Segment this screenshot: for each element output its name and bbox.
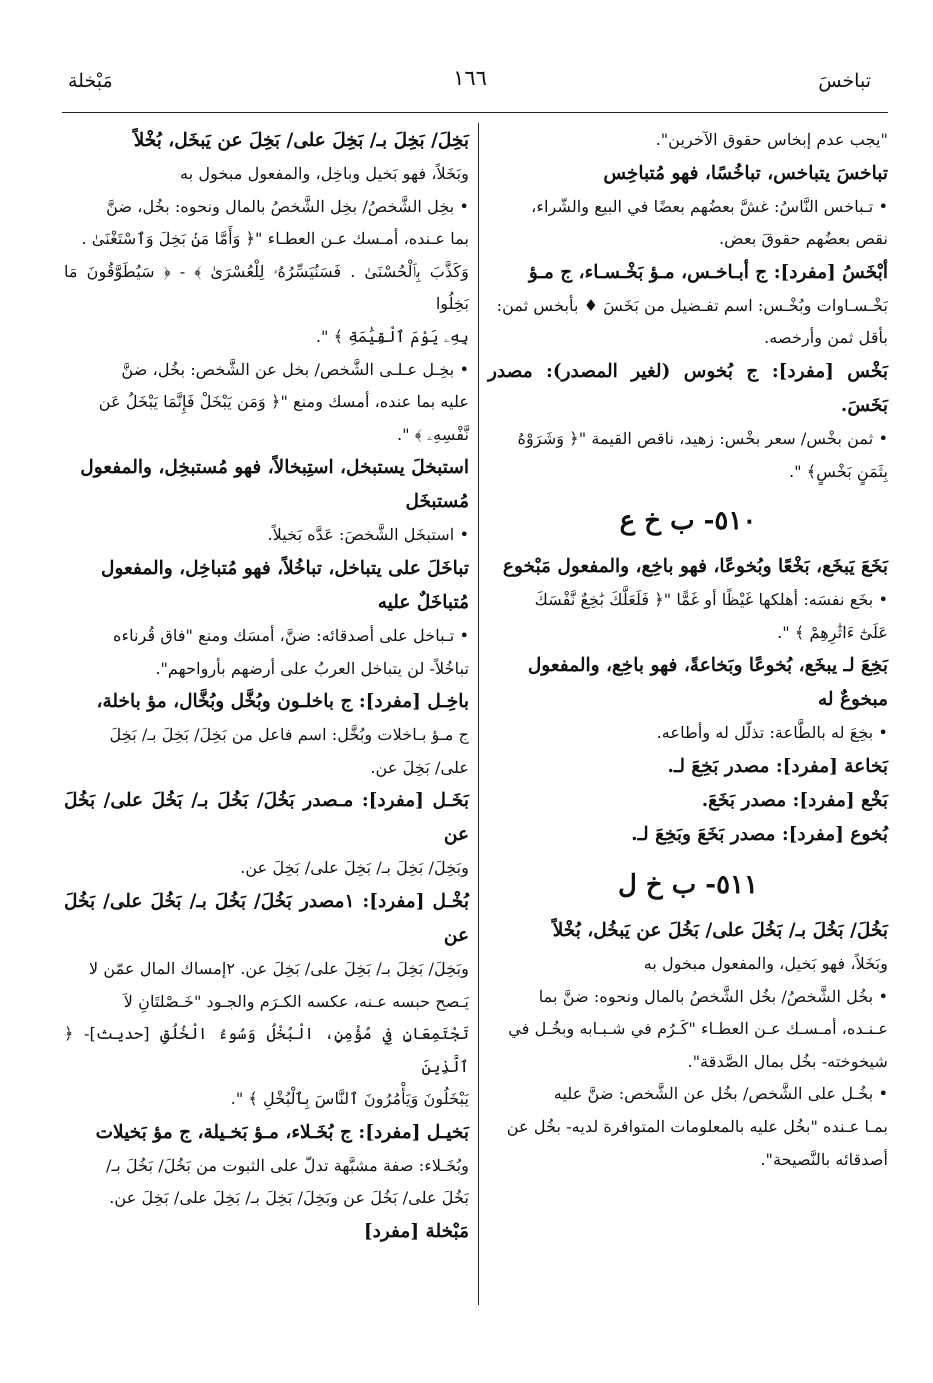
- entry-headword: بَخَعَ يَبخَع، بَخْعًا وبُخوعًا، فهو باخِع، والمفعول مَبْخوع: [502, 556, 888, 578]
- entry-headword: استبخلَ يستبخل، استِبخالاً، فهو مُستبخِل، والمفعول: [80, 457, 469, 479]
- entry-headword: تباخَلَ على يتباخل، تباخُلاً، فهو مُتباخِل، والمفعول: [101, 557, 469, 579]
- entry-headword: مبخوعٌ له: [817, 689, 888, 711]
- entry-line: "يجب عدم إبخاس حقوق الآخرين".: [655, 130, 888, 149]
- entry-line: يَـصح حبسه عـنه، عكسه الكـرَم والجـود "خَـصْلتَانِ لاَ: [123, 991, 469, 1011]
- entry-line: بِهِۦ يَوْمَ ٱلْقِيَٰمَةِ ﴾ ".: [315, 326, 469, 346]
- entry-line: على/ بَخِلَ عن.: [370, 757, 469, 777]
- entry-line: تباخُلاً- لن يتباخل العربُ على أرضهم بأرواحهم".: [155, 658, 469, 678]
- entry-headword: بَخِلَ/ بَخِلَ بـ/ بَخِلَ على/ بَخِلَ عن يَبخَل، بُخْلاً: [133, 130, 469, 151]
- entry-line: • بخُل الشَّخصُ/ بخُل الشَّخصُ بالمال ونحوه: ضنَّ بما: [538, 986, 888, 1006]
- header-catchword-right: تباخسَ: [818, 70, 871, 92]
- entry-line: • بخِل الشَّخصُ/ بخِل الشَّخصُ بالمال ونحوه: بخُل، ضنَّ: [106, 196, 469, 216]
- entry-headword: بُخوع [مفرد]: مصدر بَخَعَ وبَخِعَ لـ.: [631, 823, 888, 845]
- entry-line: عليه بما عنده، أمسك ومنع "﴿ وَمَن يَبْخَلْ فَإِنَّمَا يَبْخَلُ عَن: [98, 392, 469, 412]
- entry-headword: بَخْس [مفرد]: ج بُخوس (لغير المصدر): مصدر بَخَسَ.: [488, 360, 888, 416]
- entry-line: تَجْتَمِعَانِ فِي مُؤْمِنٍ، الْبُخْلُ وَسُوءُ الْخُلُقِ [حديث]- ﴿ ٱلَّذِينَ: [64, 1024, 469, 1076]
- header-catchword-left: مَبْخلة: [68, 70, 113, 92]
- entry-line: • بخِعَ له بالطَّاعة: تذلّل له وأطاعه.: [656, 723, 888, 743]
- entry-line: أصدقائه بالنَّصيحة".: [760, 1149, 888, 1169]
- entry-line: وبَخَلاً، فهو بَخيل، والمفعول مبخول به: [643, 953, 888, 973]
- entry-line: بأقل ثمن وأرخصه.: [764, 328, 888, 348]
- entry-headword: تباخسَ يتباخس، تباخُسًا، فهو مُتباخِس: [603, 162, 888, 184]
- entry-line: • بخِـل عـلـى الشَّخص/ بخل عن الشَّخص: بخُل، ضنَّ: [121, 359, 469, 379]
- entry-line: • تـباخس النَّاسُ: غشَّ بعضُهم بعضًا في البيع والشّراء،: [531, 196, 888, 216]
- entry-headword: باخِـل [مفرد]: ج باخلـون وبُخَّل وبُخَّال، مؤ باخلة،: [96, 691, 469, 713]
- root-heading: ٥١٠- ب خ ع: [619, 506, 757, 537]
- entry-line: وبَخِلَ/ بَخِلَ بـ/ بَخِلَ على/ بَخِلَ عن.: [240, 858, 469, 878]
- entry-headword: بُخْـل [مفرد]: ١مصدر بَخُلَ/ بَخُلَ بـ/ بَخُلَ على/ بَخُلَ عن: [64, 890, 469, 946]
- entry-headword: أبْخَسُ [مفرد]: ج أبـاخـس، مـؤ بَخْـسـاء، ج مـؤ: [528, 261, 888, 283]
- entry-line: بَخُلَ على/ بَخُلَ عن وبَخِلَ/ بَخِلَ بـ/ بَخِلَ على/ بَخِلَ عن.: [109, 1188, 469, 1208]
- entry-headword: بَخَـل [مفرد]: مـصدر بَخُلَ/ بَخُلَ بـ/ بَخُلَ على/ بَخُلَ عن: [64, 790, 469, 846]
- entry-headword: بَخيـل [مفرد]: ج بُخَـلاء، مـؤ بَخـيلة، ج مؤ بَخيلات: [95, 1121, 469, 1143]
- entry-headword: بَخِعَ لـ يبخَع، بُخوعًا وبَخاعةً، فهو باخِع، والمفعول: [527, 655, 888, 677]
- entry-line: • بخَع نفسَه: أهلكها غَيْظًا أو غَمًّا "﴿ فَلَعَلَّكَ بَٰخِعٌ نَّفْسَكَ: [534, 590, 888, 610]
- entry-line: بما عـنده، أمـسك عـن العطـاء "﴿ وَأَمَّا مَنۢ بَخِلَ وَٱسْتَغْنَىٰ .: [81, 229, 469, 249]
- entry-line: ج مـؤ بـاخلات وبُخَّل: اسم فاعل من بَخِلَ/ بَخِلَ بـ/ بَخِلَ: [109, 725, 469, 745]
- entry-headword: بَخْع [مفرد]: مصدر بَخَعَ.: [701, 789, 888, 811]
- entry-line: وَكَذَّبَ بِٱلْحُسْنَىٰ . فَسَنُيَسِّرُهُۥ لِلْعُسْرَىٰ ﴾ - ﴿ سَيُطَوَّقُونَ مَا بَخِلُوا: [64, 261, 469, 314]
- root-heading: ٥١١- ب خ ل: [617, 869, 758, 900]
- entry-line: نَّفْسِهِۦ ﴾ ".: [396, 424, 469, 444]
- right-column: [488, 124, 888, 1176]
- left-column: [64, 124, 469, 1249]
- entry-headword: مَبْخلة [مفرد]: [363, 1221, 469, 1243]
- entry-line: • تـباخل على أصدقائه: ضنَّ، أمسَك ومنع "فاق قُرناءه: [112, 625, 469, 645]
- column-divider: [478, 123, 479, 1305]
- entry-line: بمـا عـنده "بخُل عليه بالمعلومات المتوافرة لديه- بخُل عن: [506, 1116, 888, 1136]
- entry-line: • استبخَل الشَّخصَ: عَدَّه بَخيلاً.: [267, 525, 469, 545]
- entry-headword: مُتباخَلٌ عليه: [377, 591, 469, 613]
- entry-headword: بَخاعة [مفرد]: مصدر بَخِعَ لـ.: [667, 755, 888, 777]
- entry-line: وبَخَلاً، فهو بَخيل وباخِل، والمفعول مبخول به: [180, 164, 469, 183]
- entry-line: عَلَىٰٓ ءَاثَٰرِهِمْ ﴾ ".: [777, 622, 888, 642]
- entry-line: وبُخَـلاء: صفة مشبَّهة تدلّ على الثبوت من بَخُلَ/ بَخُلَ بـ/: [106, 1155, 469, 1175]
- entry-line: بِثَمَنٍ بَخْسٍ﴾ ".: [788, 461, 888, 481]
- entry-line: • ثمن بخْس/ سعر بخْس: زهيد، ناقص القيمة "﴿ وَشَرَوْهُ: [517, 428, 888, 448]
- entry-line: وبَخِلَ/ بَخِلَ بـ/ بَخِلَ على/ بَخِلَ عن. ٢إمساك المال عمّن لا: [88, 958, 469, 978]
- entry-headword: بَخُلَ/ بَخُلَ بـ/ بَخُلَ على/ بَخُلَ عن يَبخُل، بُخْلاً: [552, 919, 888, 941]
- header-rule: [62, 112, 888, 113]
- entry-line: نقص بعضُهم حقوقَ بعض.: [719, 229, 888, 249]
- entry-line: يَبْخَلُونَ وَيَأْمُرُونَ ٱلنَّاسَ بِٱلْبُخْلِ ﴾ ".: [230, 1089, 469, 1109]
- entry-line: عـنـده، أمـسـك عـن العطـاء "كَـرُم في شـبـابه وبخُـل في: [508, 1019, 888, 1039]
- entry-line: • بخُـل على الشَّخص/ بخُل عن الشَّخص: ضنَّ عليه: [553, 1084, 888, 1104]
- page-number: ١٦٦: [453, 66, 487, 90]
- entry-headword: مُستبخَل: [405, 491, 469, 513]
- entry-line: شيخوخته- بخُل بمال الصَّدقة".: [687, 1051, 888, 1071]
- entry-line: بَخْـسـاوات وبُخْـس: اسم تفـضيل من بَخَسَ ♦ بأبخس ثمن:: [496, 295, 888, 315]
